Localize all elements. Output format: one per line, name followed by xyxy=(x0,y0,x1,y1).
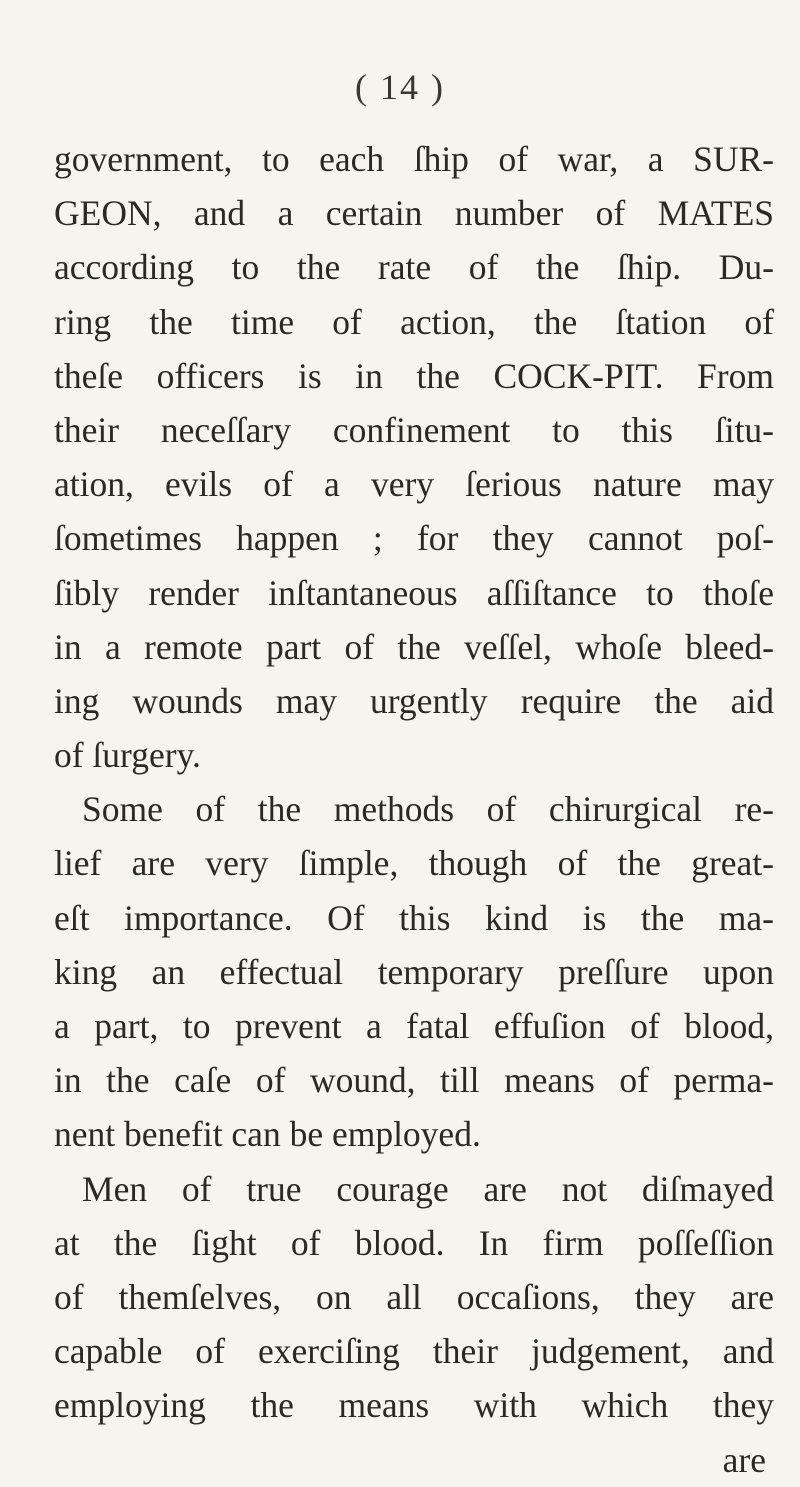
body-text xyxy=(54,132,774,1487)
text-line: ſibly render inſtantaneous aſſiſtance to thoſe xyxy=(54,572,774,613)
text-line: nent benefit can be employed. xyxy=(54,1114,481,1155)
text-line: eſt importance. Of this kind is the ma- xyxy=(54,897,774,938)
text-line: lief are very ſimple, though of the great- xyxy=(54,843,774,884)
text-line: GEON, and a certain number of MATES xyxy=(54,193,774,234)
catchword: are xyxy=(722,1439,766,1480)
text-line: ing wounds may urgently require the aid xyxy=(54,680,774,721)
text-line: of themſelves, on all occaſions, they are xyxy=(54,1276,774,1317)
text-line: of ſurgery. xyxy=(54,735,201,776)
text-line: according to the rate of the ſhip. Du- xyxy=(54,247,774,288)
page-number: ( 14 ) xyxy=(355,67,445,107)
text-line: in a remote part of the veſſel, whoſe bleed- xyxy=(54,626,774,667)
text-line: capable of exerciſing their judgement, and xyxy=(54,1331,774,1372)
text-line: government, to each ſhip of war, a SUR- xyxy=(54,139,774,179)
text-line: ation, evils of a very ſerious nature may xyxy=(54,464,774,505)
text-line: a part, to prevent a fatal effuſion of blood, xyxy=(54,1006,774,1046)
text-line: ring the time of action, the ſtation of xyxy=(54,301,774,342)
text-line: in the caſe of wound, till means of perma- xyxy=(54,1060,774,1101)
text-line: at the ſight of blood. In firm poſſeſſion xyxy=(54,1222,774,1263)
text-line: king an effectual temporary preſſure upon xyxy=(54,951,774,992)
text-line: ſometimes happen ; for they cannot poſ- xyxy=(54,518,774,559)
text-line: their neceſſary confinement to this ſitu- xyxy=(54,409,774,450)
text-line: Some of the methods of chirurgical re- xyxy=(82,789,774,830)
text-line: Men of true courage are not diſmayed xyxy=(82,1168,774,1209)
text-line: employing the means with which they xyxy=(54,1385,774,1426)
text-line: theſe officers is in the COCK-PIT. From xyxy=(54,355,774,396)
